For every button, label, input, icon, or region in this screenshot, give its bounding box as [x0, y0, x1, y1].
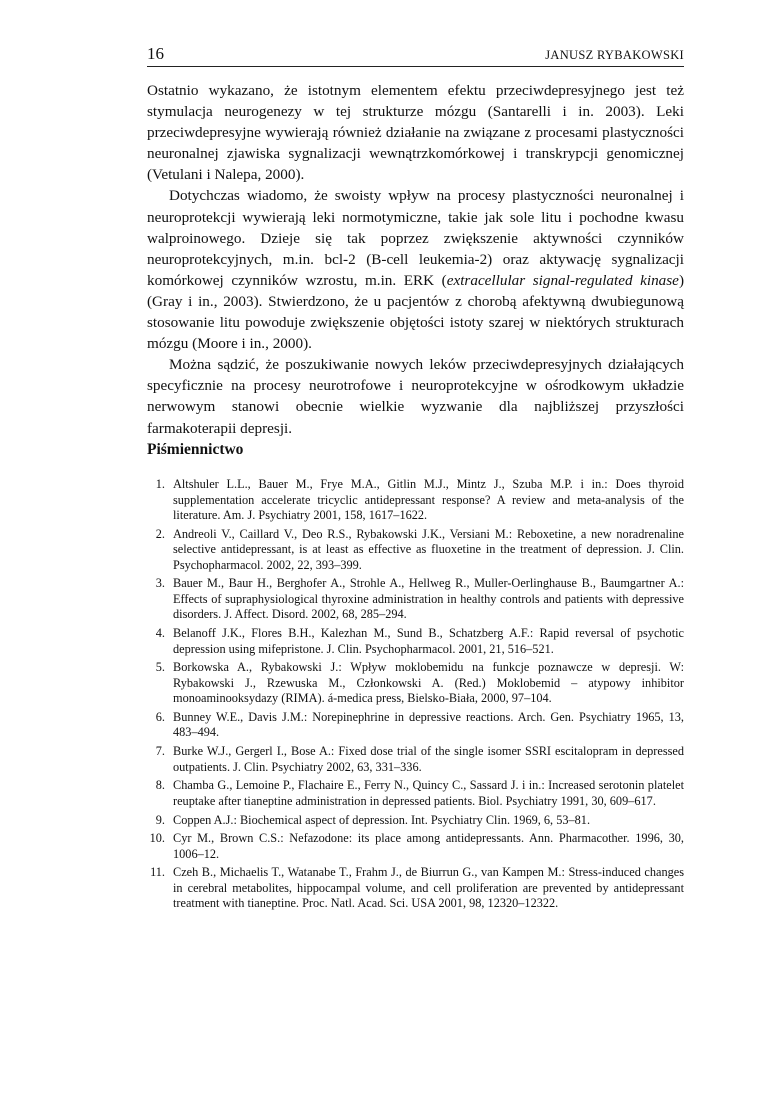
- reference-item: [147, 660, 684, 707]
- reference-item: [147, 527, 684, 574]
- reference-item: [147, 865, 684, 912]
- reference-item: [147, 744, 684, 775]
- reference-item: [147, 813, 684, 829]
- page-header: [147, 44, 684, 67]
- reference-item: [147, 626, 684, 657]
- reference-number: 11.: [150, 865, 165, 880]
- reference-number: 1.: [155, 477, 165, 491]
- reference-number: 10.: [149, 831, 165, 846]
- reference-text: Altshuler L.L., Bauer M., Frye M.A., Gitlin M.J., Mintz J., Szuba M.P. i in.: Does thyroid supplementation accelerate tricyclic antidepressant response? A review and meta-analysis of the literature. Am. J. Psychiatry 2001, 158, 1617–1622.: [173, 477, 684, 522]
- reference-text: Bunney W.E., Davis J.M.: Norepinephrine in depressive reactions. Arch. Gen. Psychiatry 1965, 13, 483–494.: [173, 709, 684, 740]
- reference-text: Czeh B., Michaelis T., Watanabe T., Frahm J., de Biurrun G., van Kampen M.: Stress-induced changes in cerebral metabolites, hippocampal volume, and cell proliferation are prevented by antidepressant treatment with tianeptine. Proc. Natl. Acad. Sci. USA 2001, 98, 12320–12322.: [173, 865, 684, 911]
- paragraph-3: Można sądzić, że poszukiwanie nowych leków przeciwdepresyjnych działających specyficznie na procesy neurotrofowe i neuroprotekcyjne w ośrodkowym układzie nerwowym stanowi obecnie wielkie wyzwanie dla najbliższej przyszłości farmakoterapii depresji.: [147, 356, 684, 437]
- body-text: [147, 80, 684, 439]
- reference-text: Chamba G., Lemoine P., Flachaire E., Ferry N., Quincy C., Sassard J. i in.: Increased serotonin platelet reuptake after tianeptine administration in depressed patients. Biol. Psychiatry 1991, 30, 609–617.: [173, 778, 684, 808]
- reference-item: [147, 576, 684, 623]
- reference-item: [147, 778, 684, 809]
- reference-number: 3.: [155, 576, 165, 591]
- reference-list: [147, 477, 684, 915]
- paragraph-2-italic-term: extracellular signal-regulated kinase: [446, 271, 679, 289]
- reference-number: 4.: [155, 626, 165, 641]
- paragraph-2-part-a: Dotychczas wiadomo, że swoisty wpływ na procesy plastyczności neuronalnej i neuroprotekcji wywierają leki normotymiczne, takie jak sole litu i pochodne kwasu walproinowego. Dzieje się tak poprzez zwiększenie aktywności czynników neuroprotekcyjnych, m.in. bcl-2 (B-cell leukemia-2) oraz aktywację sygnalizacji komórkowej czynników wzrostu, m.in. ERK (: [147, 187, 684, 289]
- reference-item: [147, 477, 684, 524]
- reference-number: 2.: [155, 526, 165, 541]
- reference-text: Burke W.J., Gergerl I., Bose A.: Fixed dose trial of the single isomer SSRI escitalopram in depressed outpatients. J. Clin. Psychiatry 2002, 63, 331–336.: [173, 744, 684, 774]
- reference-number: 7.: [155, 744, 165, 759]
- reference-number: 6.: [155, 709, 165, 724]
- reference-text: Bauer M., Baur H., Berghofer A., Strohle A., Hellweg R., Muller-Oerlinghause B., Baumgartner A.: Effects of supraphysiological thyroxine administration in healthy controls and patients with depressive disorders. J. Affect. Disord. 2002, 68, 285–294.: [173, 576, 684, 622]
- paragraph-2: [147, 185, 684, 354]
- reference-number: 5.: [155, 660, 165, 675]
- reference-number: 9.: [155, 812, 165, 827]
- reference-item: [147, 831, 684, 862]
- paragraph-1: Ostatnio wykazano, że istotnym elementem efektu przeciwdepresyjnego jest też stymulacja neurogenezy w tej strukturze mózgu (Santarelli i in. 2003). Leki przeciwdepresyjne wywierają również działanie na związane z procesami plastyczności neuronalnej zjawiska sygnalizacji wewnątrzkomórkowej i transkrypcji genomicznej (Vetulani i Nalepa, 2000).: [147, 82, 684, 184]
- references-heading: Piśmiennictwo: [147, 441, 244, 458]
- page-number: 16: [147, 44, 164, 63]
- reference-text: Andreoli V., Caillard V., Deo R.S., Rybakowski J.K., Versiani M.: Reboxetine, a new noradrenaline selective antidepressant, is at least as effective as fluoxetine in the treatment of depression. J. Clin. Psychopharmacol. 2002, 22, 393–399.: [173, 526, 684, 572]
- running-head-author: JANUSZ RYBAKOWSKI: [545, 48, 684, 62]
- reference-text: Belanoff J.K., Flores B.H., Kalezhan M., Sund B., Schatzberg A.F.: Rapid reversal of psychotic depression using mifepristone. J. Clin. Psychopharmacol. 2001, 21, 516–521.: [173, 626, 684, 656]
- reference-number: 8.: [155, 778, 165, 793]
- reference-text: Cyr M., Brown C.S.: Nefazodone: its place among antidepressants. Ann. Pharmacother. 1996, 30, 1006–12.: [173, 831, 684, 861]
- paragraph-2-part-b: ) (Gray i in., 2003). Stwierdzono, że u pacjentów z chorobą afektywną dwubiegunową stosowanie litu powoduje zwiększenie objętości istoty szarej w niektórych strukturach mózgu (Moore i in., 2000).: [147, 271, 684, 353]
- reference-item: [147, 710, 684, 741]
- reference-text: Borkowska A., Rybakowski J.: Wpływ moklobemidu na funkcje poznawcze w depresji. W: Rybakowski J., Rzewuska M., Członkowski A. (Red.) Moklobemid – atypowy inhibitor monoaminooksydazy (RIMA). á-medica press, Bielsko-Biała, 2000, 97–104.: [173, 660, 684, 706]
- reference-text: Coppen A.J.: Biochemical aspect of depression. Int. Psychiatry Clin. 1969, 6, 53–81.: [173, 812, 591, 827]
